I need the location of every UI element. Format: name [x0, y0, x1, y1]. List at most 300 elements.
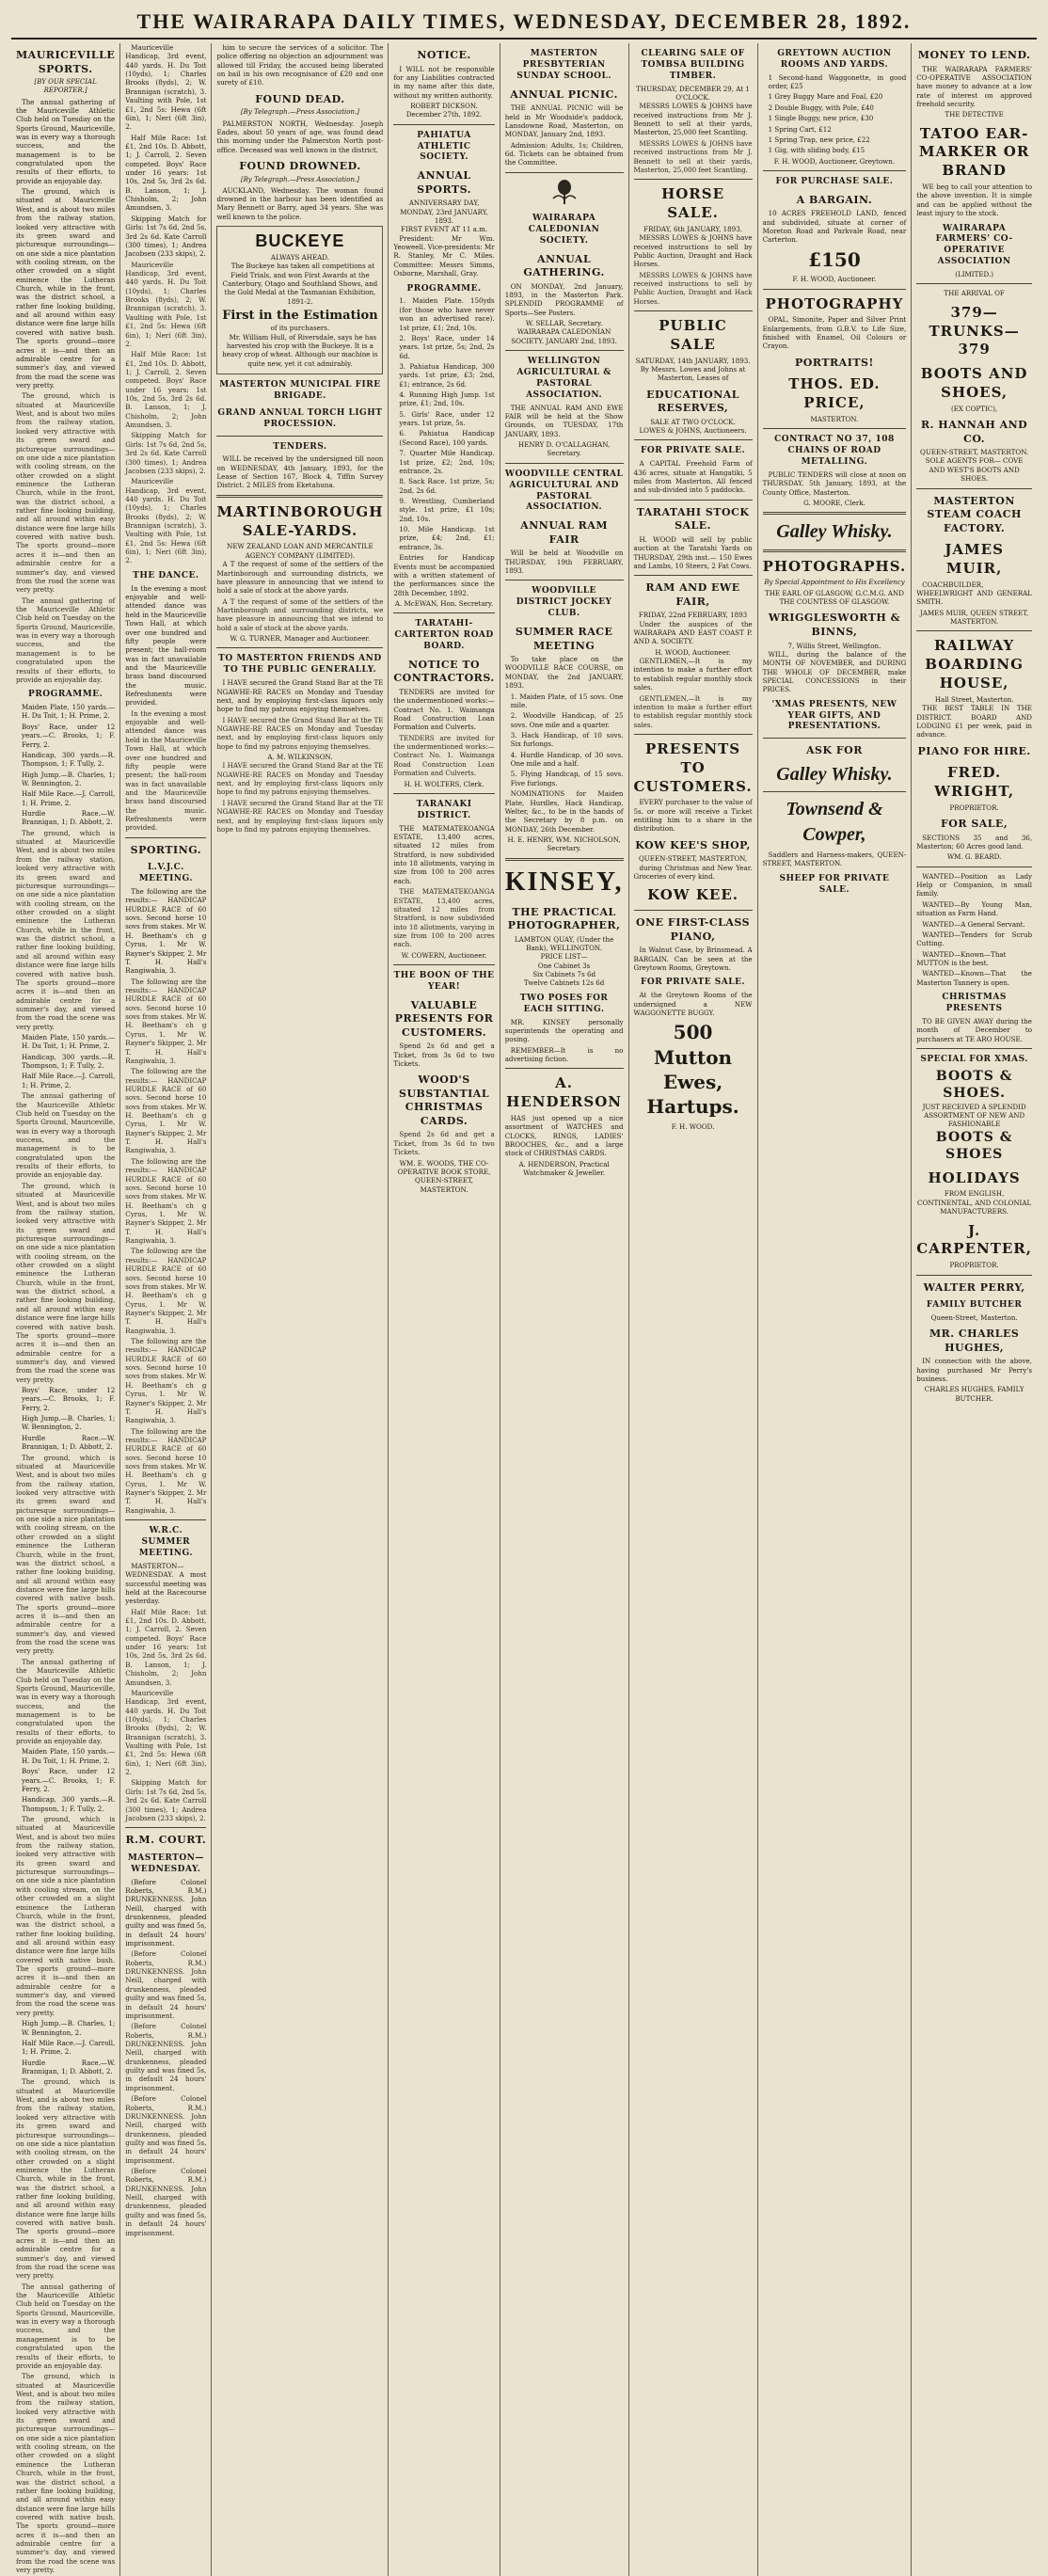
martinborough-company: NEW ZEALAND LOAN AND MERCANTILE AGENCY COMPANY (LIMITED). [227, 542, 373, 560]
friends-text-repeat: I HAVE secured the Grand Stand Bar at the TE NGAWHE-RE RACES on Monday and Tuesday next, and by employing first-class liquors only hope to find my patrons enjoying themselves. [216, 798, 384, 834]
price-address: MASTERTON. [810, 414, 859, 423]
kinsey-address: LAMBTON QUAY, (Under the Bank), WELLINGTON. [514, 934, 614, 952]
fred-wright-sub: PROPRIETOR. [949, 803, 999, 812]
column-6 [629, 43, 758, 2576]
hannah-heading: R. HANNAH AND CO. [921, 419, 1028, 445]
galley-whisky-title: Galley Whisky. [776, 763, 893, 785]
results-text: Half Mile Race: 1st £1, 2nd 10s. D. Abbott, 1; J. Carroll, 2. Seven competed. Boys' Race under 16 years: 1st 10s, 2nd 5s, 3rd 2s 6d. B. Lanson, 1; J. Chisholm, 2; John Amundsen, 3. [125, 133, 207, 213]
ram-ewe-date: FRIDAY, 22nd FEBRUARY, 1893 [638, 611, 748, 620]
greytown-item: 1 Spring Trap, new price, £22 [768, 135, 870, 144]
perry-address: Queen-Street, Masterton. [930, 1312, 1018, 1322]
programme-item: 4. Running High Jump. 1st prize, £1; 2nd, 10s. [399, 390, 495, 408]
educational-reserves-text: SALE AT TWO O'CLOCK. [650, 417, 736, 426]
court-text-repeat: (Before Colonel Roberts, R.M.) DRUNKENNESS. John Neill, charged with drunkenness, pleaded guilty and was fined 5s, in default 24 hours' imprisonment. [125, 2094, 207, 2165]
column-4 [389, 43, 500, 2576]
purchase-sale-heading: FOR PURCHASE SALE. [775, 176, 894, 186]
two-poses: TWO POSES FOR EACH SITTING. [519, 993, 609, 1014]
greytown-item: 1 Gig, with sliding body, £15 [768, 146, 865, 155]
fred-wright-heading: FRED. WRIGHT, [934, 764, 1015, 800]
wanted-item: WANTED—Tenders for Scrub Cutting. [916, 930, 1032, 948]
ram-ewe-heading: RAM AND EWE FAIR, [645, 581, 740, 608]
public-sale-date: SATURDAY, 14th JANUARY, 1893. [635, 356, 751, 365]
tenders-text: WILL be received by the undersigned till noon on WEDNESDAY, 4th January, 1893, for the Lease of Section 167, Block 4, Tiffin Survey District. 2 MILES from Eketahuna. [216, 454, 384, 490]
agents-signature: LOWES & JOHNS, Auctioneers. [639, 426, 747, 436]
martinborough-heading: MARTINBOROUGH SALE-YARDS. [216, 502, 384, 539]
price-item: Six Cabinets 7s 6d [532, 970, 596, 979]
contractors-text-repeat: TENDERS are invited for the undermentioned works:— Contract No. 1. Waimanga Road Construction Loan Formation and Culverts. [393, 733, 495, 778]
presents-heading: PRESENTS TO CUSTOMERS. [633, 739, 753, 795]
divider [125, 837, 206, 838]
found-drowned-heading: FOUND DROWNED. [239, 159, 361, 172]
friends-text-repeat: I HAVE secured the Grand Stand Bar at the TE NGAWHE-RE RACES on Monday and Tuesday next, and by employing first-class liquors only hope to find my patrons enjoying themselves. [216, 715, 384, 751]
divider [916, 1275, 1032, 1276]
martinborough-text-repeat: A T the request of some of the settlers of the Martinborough and surrounding districts, we have pleasure in announcing that we intend to hold a sale of stock at the above yards. [216, 596, 384, 632]
kow-kee-signature: KOW KEE. [647, 886, 738, 904]
programme-item: 3. Pahiatua Handicap, 300 yards. 1st prize, £3; 2nd, £1; entrance, 2s 6d. [399, 361, 495, 389]
divider [763, 791, 907, 792]
programme-item: 1. Maiden Plate. 150yds (for those who have never won an advertised race). 1st prize, £1; 2nd, 10s. [399, 296, 495, 332]
boots-shoes-heading: BOOTS AND SHOES, [920, 365, 1028, 401]
for-sale-heading: FOR SALE, [940, 818, 1008, 831]
divider [393, 964, 494, 965]
found-drowned-text: AUCKLAND, Wednesday. The woman found drowned in the harbour has been identified as Mary Bennett or Barry, aged 34 years. She was well known to the police. [216, 185, 384, 221]
remember-text: REMEMBER—It is no advertising fiction. [504, 1045, 624, 1063]
programme-item: 8. Sack Race. 1st prize, 5s; 2nd, 2s 6d. [399, 477, 495, 495]
arrival-label: THE ARRIVAL OF [944, 289, 1005, 298]
wanted-item: WANTED—A General Servant. [922, 919, 1025, 929]
court-text: (Before Colonel Roberts, R.M.) DRUNKENNESS. John Neill, charged with drunkenness, pleaded guilty and was fined 5s, in default 24 hours' imprisonment. [125, 1877, 207, 1948]
christmas-heading: CHRISTMAS PRESENTS [942, 993, 1007, 1013]
photographs-subheading: By Special Appointment to His Excellency [764, 578, 905, 586]
wanted-item: WANTED—Known—That MUTTON is the best. [916, 949, 1007, 967]
picnic-text: THE ANNUAL PICNIC will be held in Mr Woodside's paddock, Lansdowne Road, Masterton, on MONDAY, January 2nd, 1893. [504, 103, 624, 139]
divider [916, 283, 1032, 284]
carpenter-heading: J. CARPENTER, [916, 1221, 1032, 1258]
greytown-item: 1 Grey Buggy Mare and Foal, £20 [768, 92, 883, 102]
clearing-sale-text-repeat: MESSRS LOWES & JOHNS have received instructions from Mr J. Bennett to sell at their yards, Masterton, 25,000 feet Scantling. [633, 138, 753, 174]
boon-heading: THE BOON OF THE YEAR! [393, 971, 495, 992]
article-body: The ground, which is situated at Mauriceville West, and is about two miles from the railway station, looked very attractive with its green sward and picturesque surroundings—on one side a nice plantation with cooling stream, on the other crowded on a slight eminence the Lutheran Church, while in the front, was the district school, a rather fine looking building, and all around within easy distance were fine large hills covered with native bush. The sports ground—more acres it is—and then an admirable centre for a summer's day, and viewed from the road the scene was very pretty. [16, 187, 116, 390]
townsend-text: Saddlers and Harness-makers, QUEEN-STREET, MASTERTON. [762, 850, 907, 868]
court-text-repeat: (Before Colonel Roberts, R.M.) DRUNKENNESS. John Neill, charged with drunkenness, pleaded guilty and was fined 5s, in default 24 hours' imprisonment. [125, 2022, 207, 2092]
money-text: THE WAIRARAPA FARMERS' CO-OPERATIVE ASSOCIATION have money to advance at a low rate of interest on approved freehold security. [916, 64, 1032, 108]
result-line: Handicap, 300 yards.—R. Thompson, 1; F. Tully, 2. [22, 1795, 116, 1813]
results-text-repeat: Skipping Match for Girls: 1st 7s 6d, 2nd 5s, 3rd 2s 6d. Kate Carroll (300 times), 1; Andrea Jacobsen (233 skips), 2. [125, 431, 207, 475]
column-2 [120, 43, 212, 2576]
annual-sports-date: ANNIVERSARY DAY, MONDAY, 23rd JANUARY, 1893. [400, 199, 488, 226]
results-text-repeat: Skipping Match for Girls: 1st 7s 6d, 2nd 5s, 3rd 2s 6d. Kate Carroll (300 times), 1; Andrea Jacobsen (233 skips), 2. [125, 1778, 207, 1822]
columns [11, 43, 1037, 2575]
result-line: Handicap, 300 yards.—R. Thompson, 1; F. Tully, 2. [22, 1052, 116, 1071]
divider [393, 124, 494, 125]
divider [634, 575, 753, 576]
result-line: Maiden Plate, 150 yards.—H. Du Toit, 1; H. Prime, 2. [22, 1033, 116, 1051]
results-text-repeat: Mauriceville Handicap, 3rd event, 440 yards. H. Du Toit (10yds), 1; Charles Brooks (8yds), 2; W. Brannigan (scratch), 3. Vaulting with Pole, 1st £1, 2nd 5s: Hewa (6ft 6in), 1; Neri (6ft 3in), 2. [125, 260, 207, 348]
caledonian-heading: WAIRARAPA CALEDONIAN SOCIETY. [528, 214, 600, 246]
sporting-text-repeat: The following are the results:— HANDICAP HURDLE RACE of 60 sovs. Second horse 10 sovs from stakes. Mr W. H. Beetham's ch g Cyrus, 1. Mr W. Rayner's Skipper, 2. Mr T. H. Hall's Rangiwahia, 3. [125, 1247, 207, 1335]
court-heading: R.M. COURT. [125, 1834, 207, 1847]
contract-heading: CONTRACT NO 37, 108 CHAINS OF ROAD METALLING. [774, 435, 895, 468]
photographs-text: THE EARL OF GLASGOW, G.C.M.G. AND THE COUNTESS OF GLASGOW. [764, 588, 904, 607]
public-sale-heading: PUBLIC SALE [659, 317, 727, 353]
result-line: Maiden Plate, 150 yards.—H. Du Toit, 1; H. Prime, 2. [22, 703, 116, 721]
tatoo-heading: TATOO EAR-MARKER OR BRAND [918, 124, 1030, 180]
sporting-text-repeat: The following are the results:— HANDICAP HURDLE RACE of 60 sovs. Second horse 10 sovs from stakes. Mr W. H. Beetham's ch g Cyrus, 1. Mr W. Rayner's Skipper, 2. Mr T. H. Hall's Rangiwahia, 3. [125, 1156, 207, 1246]
price-item: Twelve Cabinets 12s 6d [523, 978, 605, 988]
woodville-ap-heading: WOODVILLE CENTRAL AGRICULTURAL AND PASTORAL ASSOCIATION. [504, 469, 624, 513]
race-item: 3. Hack Handicap, of 10 sovs. Six furlongs. [510, 730, 624, 749]
taranaki-heading: TARANAKI DISTRICT. [416, 799, 472, 820]
contract-text: PUBLIC TENDERS will close at noon on THURSDAY, 5th January, 1893, at the County Office, Masterton. [762, 469, 907, 497]
gentlemen-text: GENTLEMEN,—It is my intention to make a further effort to establish regular monthly stock sales. [633, 657, 753, 692]
horse-sale-date: FRIDAY, 6th JANUARY, 1893. [643, 224, 742, 233]
estimation-subheading: of its purchasers. [270, 324, 330, 333]
divider [505, 858, 624, 861]
steam-coach-heading: MASTERTON STEAM COACH FACTORY. [927, 494, 1022, 534]
column-7 [758, 43, 913, 2576]
hughes-text: IN connection with the above, having purchased Mr Perry's business. [916, 1357, 1032, 1384]
ex-coptic: (EX COPTIC), [950, 404, 998, 413]
detective-label: THE DETECTIVE [945, 110, 1004, 119]
thistle-icon [548, 178, 581, 206]
wellington-signature: HENRY D. O'CALLAGHAN, Secretary. [517, 440, 611, 458]
wrigglesworth-text: WILL, during the balance of the MONTH OF NOVEMBER, and DURING THE WHOLE OF DECEMBER, make SPECIAL CONCESSIONS in their PRICES. [762, 649, 907, 694]
notice-signature: ROBERT DICKSON. December 27th, 1892. [405, 101, 483, 119]
piano-heading: ONE FIRST-CLASS PIANO, [636, 916, 751, 943]
wrc-text: MASTERTON—WEDNESDAY. A most successful meeting was held at the Racecourse yesterday. [125, 1561, 207, 1606]
sporting-text-repeat: The following are the results:— HANDICAP HURDLE RACE of 60 sovs. Second horse 10 sovs from stakes. Mr W. H. Beetham's ch g Cyrus, 1. Mr W. Rayner's Skipper, 2. Mr T. H. Hall's Rangiwahia, 3. [125, 1067, 207, 1155]
presents-text: EVERY purchaser to the value of 5s. or more will receive a Ticket entitling him to a share in the distribution. [633, 798, 753, 834]
result-line: Boys' Race, under 12 years.—C. Brooks, 1; F. Ferry, 2. [22, 1767, 116, 1793]
divider [763, 170, 907, 171]
race-item: 5. Flying Handicap, of 15 sovs. Five furlongs. [510, 770, 624, 787]
article-intro-repeat: The annual gathering of the Mauriceville Athletic Club held on Tuesday on the Sports Ground, Mauriceville, was in every way a thorough success, and the management is to be congratulated upon the results of their efforts, to provide an enjoyable day. [16, 1657, 116, 1746]
hannah-address: QUEEN-STREET, MASTERTON. [920, 448, 1029, 457]
friends-heading: TO MASTERTON FRIENDS AND TO THE PUBLIC GENERALLY. [218, 654, 382, 676]
taratahi-heading: TARATAHI STOCK SALE. [636, 505, 750, 533]
thistle-emblem [505, 178, 624, 208]
estimation-heading: First in the Estimation [222, 309, 378, 324]
portraits-heading: PORTRAITS! [795, 356, 874, 369]
column-8 [912, 43, 1037, 2576]
henderson-heading: A. HENDERSON [506, 1074, 623, 1111]
tatoo-text: WE beg to call your attention to the above invention. It is simple and can be applied without the least injury to the stock. [916, 183, 1032, 218]
horse-sale-heading: HORSE SALE. [661, 185, 725, 222]
results-text-repeat: Half Mile Race: 1st £1, 2nd 10s. D. Abbott, 1; J. Carroll, 2. Seven competed. Boys' Race under 16 years: 1st 10s, 2nd 5s, 3rd 2s 6d. B. Lanson, 1; J. Chisholm, 2; John Amundsen, 3. [125, 1607, 207, 1687]
column-5 [500, 43, 629, 2576]
result-line: Half Mile Race.—J. Carroll, 1; H. Prime, 2. [22, 1072, 116, 1089]
hughes-signature: CHARLES HUGHES, FAMILY BUTCHER. [924, 1385, 1024, 1403]
picnic-heading: ANNUAL PICNIC. [510, 87, 618, 101]
sporting-text-repeat: The following are the results:— HANDICAP HURDLE RACE of 60 sovs. Second horse 10 sovs from stakes. Mr W. H. Beetham's ch g Cyrus, 1. Mr W. Rayner's Skipper, 2. Mr T. H. Hall's Rangiwahia, 3. [125, 1337, 207, 1425]
taranaki-text-repeat: THE MATEMATEKOANGA ESTATE, 13,400 acres, situated 12 miles from Stratford, is now subdivided into 18 allotments, varying in size from 100 to 200 acres each. [393, 887, 495, 949]
private-sale-heading: FOR PRIVATE SALE. [641, 446, 746, 456]
xmas-heading: 'XMAS PRESENTS, NEW YEAR GIFTS, AND PRESENTATIONS. [771, 699, 897, 732]
for-sale-text: SECTIONS 35 and 36, Masterton; 60 Acres good land. [916, 833, 1032, 851]
road-board-signature: H. H. WOLTERS, Clerk. [404, 779, 484, 788]
result-line: Half Mile Race.—J. Carroll, 1; H. Prime, 2. [22, 789, 116, 807]
kow-kee-heading: KOW KEE'S SHOP, [635, 838, 751, 851]
wellington-ap-heading: WELLINGTON AGRICULTURAL & PASTORAL ASSOCIATION. [516, 357, 611, 400]
gentlemen-text-repeat: GENTLEMEN,—It is my intention to make a further effort to establish regular monthly stock sales. [633, 693, 753, 729]
divider [634, 734, 753, 735]
annual-gathering-heading: ANNUAL GATHERING. [523, 252, 605, 279]
ask-for-label: ASK FOR [805, 744, 863, 757]
holidays-heading: HOLIDAYS [928, 1169, 1021, 1186]
perry-heading: WALTER PERRY, [923, 1280, 1025, 1294]
mauriceville-heading: MAURICEVILLE SPORTS. [16, 49, 116, 75]
divider [216, 436, 383, 437]
wrc-heading: W.R.C. SUMMER MEETING. [138, 1526, 194, 1558]
summer-meeting-text: To take place on the WOODVILLE RACE COURSE, on MONDAY, the 2nd JANUARY, 1893. [504, 655, 624, 691]
result-line: High Jump.—B. Charles, 1; W. Bennington, 2. [22, 1414, 116, 1432]
notice-text: I WILL not be responsible for any Liabilities contracted in my name after this date, without my written authority. [393, 64, 495, 100]
contractors-text: TENDERS are invited for the undermentioned works:— Contract No. 1. Waimanga Road Construction Loan Formation and Culverts. [393, 687, 495, 732]
article-body-repeat: The ground, which is situated at Mauriceville West, and is about two miles from the railway station, looked very attractive with its green sward and picturesque surroundings—on one side a nice plantation with cooling stream, on the other crowded on a slight eminence the Lutheran Church, while in the front, was the district school, a rather fine looking building, and all around within easy distance were fine large hills covered with native bush. The sports ground—more acres it is—and then an admirable centre for a summer's day, and viewed from the road the scene was very pretty. [16, 2372, 116, 2575]
article-intro: The annual gathering of the Mauriceville Athletic Club held on Tuesday on the Sports Ground, Mauriceville, was in every way a thorough success, and the management is to be congratulated upon the results of their efforts, to provide an enjoyable day. [16, 97, 116, 185]
taratahi-text: H. WOOD will sell by public auction at the Taratahi Yards on THURSDAY, 29th inst.— 150 Ewes and Lambs, 10 Steers, 2 Fat Cows. [633, 534, 753, 570]
price-name: THOS. ED. PRICE, [788, 375, 881, 412]
article-body-repeat: The ground, which is situated at Mauriceville West, and is about two miles from the railway station, looked very attractive with its green sward and picturesque surroundings—on one side a nice plantation with cooling stream, on the other crowded on a slight eminence the Lutheran Church, while in the front, was the district school, a rather fine looking building, and all around within easy distance were fine large hills covered with native bush. The sports ground—more acres it is—and then an admirable centre for a summer's day, and viewed from the road the scene was very pretty. [16, 828, 116, 1031]
clearing-sale-heading: CLEARING SALE OF TOMBSA BUILDING TIMBER. [641, 49, 745, 81]
divider [763, 549, 907, 552]
result-line: Hurdle Race.—W. Brannigan, 1; D. Abbott, 2. [22, 2058, 116, 2075]
kow-kee-text: during Christmas and New Year. Groceries of every kind. [633, 863, 753, 882]
photography-heading: PHOTOGRAPHY [765, 294, 904, 312]
article-body-repeat: The ground, which is situated at Mauriceville West, and is about two miles from the railway station, looked very attractive with its green sward and picturesque surroundings—on one side a nice plantation with cooling stream, on the other crowded on a slight eminence the Lutheran Church, while in the front, was the district school, a rather fine looking building, and all around within easy distance were fine large hills covered with native bush. The sports ground—more acres it is—and then an admirable centre for a summer's day, and viewed from the road the scene was very pretty. [16, 2077, 116, 2281]
piano-hire-heading: PIANO FOR HIRE. [917, 744, 1031, 757]
tenders-heading: TENDERS. [273, 441, 327, 452]
telegraph-byline: [By Telegraph.—Press Association.] [240, 108, 359, 117]
buckeye-subtitle: ALWAYS AHEAD. [270, 252, 329, 262]
race-item: 1. Maiden Plate, of 15 sovs. One mile. [510, 692, 624, 709]
wood-signature: F. H. WOOD. [671, 1121, 715, 1131]
article-intro-repeat: The annual gathering of the Mauriceville Athletic Club held on Tuesday on the Sports Ground, Mauriceville, was in every way a thorough success, and the management is to be congratulated upon the results of their efforts, to provide an enjoyable day. [16, 1091, 116, 1180]
divider [634, 439, 753, 440]
muir-text: COACHBUILDER, WHEELWRIGHT AND GENERAL SMITH. [916, 580, 1032, 607]
article-body-repeat: The ground, which is situated at Mauriceville West, and is about two miles from the railway station, looked very attractive with its green sward and picturesque surroundings—on one side a nice plantation with cooling stream, on the other crowded on a slight eminence the Lutheran Church, while in the front, was the district school, a rather fine looking building, and all around within easy distance were fine large hills covered with native bush. The sports ground—more acres it is—and then an admirable centre for a summer's day, and viewed from the road the scene was very pretty. [16, 1181, 116, 1384]
athletic-heading: PAHIATUA ATHLETIC SOCIETY. [417, 130, 471, 163]
result-line: Handicap, 300 yards.—R. Thompson, 1; F. Tully, 2. [22, 750, 116, 769]
found-dead-text: PALMERSTON NORTH, Wednesday. Joseph Eades, about 50 years of age, was found dead this morning under the Palmerston North post-office. Deceased was well known in the district. [216, 119, 384, 154]
column-1 [11, 43, 120, 2576]
results-text: Mauriceville Handicap, 3rd event, 440 yards. H. Du Toit (10yds), 1; Charles Brooks (8yds), 2; W. Brannigan (scratch), 3. Vaulting with Pole, 1st £1, 2nd 5s: Hewa (6ft 6in), 1; Neri (6ft 3in), 2. [125, 43, 207, 132]
nominations-text: NOMINATIONS for Maiden Plate, Hurdles, Hack Handicap, Welter, &c., to be in the hands of the Secretary by 8 p.m. on MONDAY, 26th December. [504, 789, 624, 834]
private-sale-text: A CAPITAL Freehold Farm of 436 acres, situate at Hangatiki, 5 miles from Masterton. All fenced and sub-divided into 5 paddocks. [633, 459, 753, 495]
results-text: Skipping Match for Girls: 1st 7s 6d, 2nd 5s, 3rd 2s 6d. Kate Carroll (300 times), 1; Andrea Jacobsen (233 skips), 2. [125, 214, 207, 259]
for-sale-signature: WM. G. BEARD. [946, 852, 1002, 862]
divider [916, 630, 1032, 631]
dance-heading: THE DANCE. [133, 570, 199, 580]
bargain-price: £150 [808, 247, 861, 271]
masthead-title: THE WAIRARAPA DAILY TIMES, WEDNESDAY, DECEMBER 28, 1892. [136, 9, 912, 33]
divider [505, 463, 624, 464]
result-line: Half Mile Race.—J. Carroll, 1; H. Prime, 2. [22, 2038, 116, 2057]
greytown-heading: GREYTOWN AUCTION ROOMS AND YARDS. [777, 49, 892, 70]
divider [505, 350, 624, 351]
agency-text: SOLE AGENTS FOR— COVE AND WEST'S BOOTS AND SHOES. [925, 456, 1024, 484]
divider [763, 738, 907, 739]
railway-heading: RAILWAY BOARDING HOUSE, [925, 637, 1024, 692]
divider [763, 512, 907, 515]
kinsey-subtitle: THE PRACTICAL PHOTOGRAPHER, [507, 905, 621, 932]
article-intro-repeat: The annual gathering of the Mauriceville Athletic Club held on Tuesday on the Sports Ground, Mauriceville, was in every way a thorough success, and the management is to be congratulated upon the results of their efforts, to provide an enjoyable day. [16, 2282, 116, 2370]
mutton-ewes: 500 Mutton Ewes, Hartups. [646, 1021, 739, 1119]
horse-sale-text: MESSRS LOWES & JOHNS have received instructions to sell by Public Auction, Draught and Hack Horses. [633, 233, 753, 269]
masthead [11, 9, 1037, 40]
article-body-repeat: The ground, which is situated at Mauriceville West, and is about two miles from the railway station, looked very attractive with its green sward and picturesque surroundings—on one side a nice plantation with cooling stream, on the other crowded on a slight eminence the Lutheran Church, while in the front, was the district school, a rather fine looking building, and all around within easy distance were fine large hills covered with native bush. The sports ground—more acres it is—and then an admirable centre for a summer's day, and viewed from the road the scene was very pretty. [16, 1814, 116, 2017]
bargain-heading: A BARGAIN. [796, 193, 873, 206]
wanted-item: WANTED—Position as Lady Help or Companion, in small family. [916, 871, 1032, 898]
buggy-text: At the Greytown Rooms of the undersigned a NEW WAGGONETTE BUGGY. [633, 991, 753, 1017]
result-line: Boys' Race, under 12 years.—C. Brooks, 1; F. Ferry, 2. [22, 1386, 116, 1412]
programme-item: 10. Mile Handicap. 1st prize, £4; 2nd, £1; entrance, 3s. [399, 525, 495, 551]
patrons-text: President: Mr Wm. Yeoweell. Vice-presidents: Mr R. Stanley, Mr C. Miles. Committee: Messrs Simms, Osborne, Marshall, Gray. [393, 233, 495, 278]
wanted-item: WANTED—Known—That the Masterton Tannery is open. [916, 969, 1032, 987]
carpenter-sub: PROPRIETOR. [949, 1261, 999, 1270]
estimation-text: Mr. William Hull, of Riversdale, says he has harvested his crop with the Buckeye. It is a heavy crop of wheat. Although our machine is quite new, yet it cut admirably. [222, 332, 378, 368]
photography-text: OPAL, Simonite, Paper and Silver Print Enlargements, from G.B.V. to Life Size, finished with Enamel, Oil Colours or Crayon. [762, 315, 907, 351]
article-body-repeat: The ground, which is situated at Mauriceville West, and is about two miles from the railway station, looked very attractive with its green sward and picturesque surroundings—on one side a nice plantation with cooling stream, on the other crowded on a slight eminence the Lutheran Church, while in the front, was the district school, a rather fine looking building, and all around within easy distance were fine large hills covered with native bush. The sports ground—more acres it is—and then an admirable centre for a summer's day, and viewed from the road the scene was very pretty. [16, 1453, 116, 1656]
telegraph-byline: [By Telegraph.—Press Association.] [240, 175, 359, 183]
farmers-subheading: (LIMITED.) [955, 270, 993, 278]
taranaki-text: THE MATEMATEKOANGA ESTATE, 13,400 acres, situated 12 miles from Stratford, is now subdivided into 18 allotments, varying in size from 100 to 200 acres each. [393, 823, 495, 885]
result-line: High Jump.—B. Charles, 1; W. Bennington, 2. [22, 770, 116, 787]
sheep-sale-heading: SHEEP FOR PRIVATE SALE. [779, 873, 890, 895]
divider [125, 1827, 206, 1828]
ram-fair-heading: ANNUAL RAM FAIR [520, 519, 609, 546]
wood-signature: H. WOOD, Auctioneer. [655, 647, 731, 657]
byline: [BY OUR SPECIAL REPORTER.] [34, 78, 97, 95]
muir-heading: JAMES MUIR, [945, 541, 1004, 577]
horse-sale-text-repeat: MESSRS LOWES & JOHNS have received instructions to sell by Public Auction, Draught and Hack Horses. [633, 270, 753, 306]
admission-text: Admission: Adults, 1s; Children, 6d. Tickets can be obtained from the Committee. [504, 140, 624, 167]
summer-meeting-heading: SUMMER RACE MEETING [515, 626, 613, 652]
boots-subtext: JUST RECEIVED A SPLENDID ASSORTMENT OF NEW AND FASHIONABLE [922, 1102, 1026, 1129]
contractors-heading: NOTICE TO CONTRACTORS. [393, 658, 495, 685]
galley-whisky-title: Galley Whisky. [776, 521, 893, 543]
wood-cards-heading: WOOD'S SUBSTANTIAL CHRISTMAS CARDS. [399, 1073, 490, 1127]
valuable-text-repeat: Spend 2s 6d and get a Ticket, from 3s 6d to two Tickets. [393, 1130, 495, 1157]
court-subheading: MASTERTON—WEDNESDAY. [127, 1852, 204, 1874]
money-heading: MONEY TO LEND. [917, 49, 1031, 61]
wrigglesworth-address: 7, Willis Street, Wellington. [787, 641, 881, 650]
result-line: High Jump.—B. Charles, 1; W. Bennington, 2. [22, 2019, 116, 2037]
christmas-text: TO BE GIVEN AWAY during the month of December to purchasers at TE ARO HOUSE. [916, 1016, 1032, 1043]
court-text-repeat: (Before Colonel Roberts, R.M.) DRUNKENNESS. John Neill, charged with drunkenness, pleaded guilty and was fined 5s, in default 24 hours' imprisonment. [125, 1949, 207, 2020]
perry-sub: FAMILY BUTCHER [926, 1300, 1023, 1311]
athletic-signature: A. McEWAN, Hon. Secretary. [394, 598, 494, 608]
greytown-item: 2 Double Buggy, with Pole, £40 [768, 103, 874, 112]
greytown-signature: F. H. WOOD, Auctioneer, Greytown. [773, 156, 896, 166]
bargain-text: 10 ACRES FREEHOLD LAND, fenced and subdivided, situate at corner of Moreton Road and Parkvale Road, near Carterton. [762, 209, 907, 245]
taranaki-signature: W. COWERN, Auctioneer. [401, 950, 487, 960]
friends-text-repeat: I HAVE secured the Grand Stand Bar at the TE NGAWHE-RE RACES on Monday and Tuesday next, and by employing first-class liquors only hope to find my patrons enjoying themselves. [216, 761, 384, 797]
railway-text: THE BEST TABLE IN THE DISTRICT. BOARD AND LODGING £1 per week, paid in advance. [916, 704, 1032, 739]
result-line: Maiden Plate, 150 yards.—H. Du Toit, 1; H. Prime, 2. [22, 1747, 116, 1765]
muir-signature: JAMES MUIR, QUEEN STREET, MASTERTON. [919, 608, 1029, 627]
clearing-sale-text: MESSRS LOWES & JOHNS have received instructions from Mr J. Bennett to sell at their yards, Masterton, 25,000 feet Scantling. [633, 102, 753, 137]
result-line: Hurdle Race.—W. Brannigan, 1; D. Abbott, 2. [22, 809, 116, 827]
contract-signature: G. MOORE, Clerk. [803, 498, 865, 507]
court-text-repeat: (Before Colonel Roberts, R.M.) DRUNKENNESS. John Neill, charged with drunkenness, pleaded guilty and was fined 5s, in default 24 hours' imprisonment. [125, 2167, 207, 2237]
henderson-signature: A. HENDERSON, Practical Watchmaker & Jeweller. [518, 1159, 610, 1178]
price-item: One Cabinet 3s [537, 961, 591, 970]
programme-item: 6. Pahiatua Handicap (Second Race), 100 yards. [399, 429, 495, 447]
valuable-presents-heading: VALUABLE PRESENTS FOR CUSTOMERS. [394, 998, 494, 1039]
divider [634, 310, 753, 311]
sporting-text-repeat: The following are the results:— HANDICAP HURDLE RACE of 60 sovs. Second horse 10 sovs from stakes. Mr W. H. Beetham's ch g Cyrus, 1. Mr W. Rayner's Skipper, 2. Mr T. H. Hall's Rangiwahia, 3. [125, 977, 207, 1065]
annual-sports-heading: ANNUAL SPORTS. [417, 169, 471, 196]
sporting-text: The following are the results:— HANDICAP HURDLE RACE of 60 sovs. Second horse 10 sovs from stakes. Mr W. H. Beetham's ch g Cyrus, 1. Mr W. Rayner's Skipper, 2. Mr T. H. Hall's Rangiwahia, 3. [125, 887, 207, 976]
railway-address: Hall Street, Masterton. [934, 694, 1014, 704]
divider [916, 488, 1032, 489]
greytown-item: 1 Second-hand Waggonette, in good order, £25 [768, 72, 907, 91]
entries-text: Entries for Handicap Events must be accompanied with a written statement of the performances since the 28th December, 1892. [393, 553, 495, 597]
jockey-club-heading: WOODVILLE DISTRICT JOCKEY CLUB. [516, 586, 612, 619]
divider [125, 1519, 206, 1520]
farmers-heading: WAIRARAPA FARMERS' CO-OPERATIVE ASSOCIATION [935, 223, 1013, 267]
price-list-label: PRICE LIST— [540, 952, 588, 962]
divider [634, 179, 753, 180]
martinborough-text: A T the request of some of the settlers of the Martinborough and surrounding districts, we have pleasure in announcing that we intend to hold a sale of stock at the above yards. [216, 560, 384, 596]
dance-text-repeat: In the evening a most enjoyable and well-attended dance was held in the Mauriceville Town Hall, at which over one hundred and fifty people were present; the hall-room was in fact unavailable and the Mauriceville brass band discoursed the music. Refreshments were provided. [125, 708, 207, 833]
programme-heading: PROGRAMME. [28, 690, 103, 700]
buckeye-text: The Buckeye has taken all competitions at Field Trials, and won First Awards at the Canterbury, Otago and Southland Shows, and the Gold Medal at the Tasmanian Exhibition, 1891-2. [222, 262, 378, 306]
ram-fair-text: Will be held at Woodville on THURSDAY, 19th FEBRUARY, 1893. [504, 549, 624, 576]
boots-shoes-title: BOOTS & SHOES [935, 1129, 1013, 1163]
result-line: Boys' Race, under 12 years.—C. Brooks, 1; F. Ferry, 2. [22, 722, 116, 749]
greytown-item: 1 Single Buggy, new price, £30 [768, 114, 874, 123]
article-body-repeat: The ground, which is situated at Mauriceville West, and is about two miles from the railway station, looked very attractive with its green sward and picturesque surroundings—on one side a nice plantation with cooling stream, on the other crowded on a slight eminence the Lutheran Church, while in the front, was the district school, a rather fine looking building, and all around within easy distance were fine large hills covered with native bush. The sports ground—more acres it is—and then an admirable centre for a summer's day, and viewed from the road the scene was very pretty. [16, 391, 116, 595]
jockey-signature: H. E. HENRY, WM. NICHOLSON, Secretary. [507, 835, 621, 853]
divider [393, 793, 494, 794]
sporting-subheading: L.V.J.C. MEETING. [138, 863, 194, 884]
townsend-title: Townsend & Cowper, [786, 799, 883, 845]
divider [763, 289, 907, 290]
special-xmas: SPECIAL FOR XMAS. [920, 1054, 1028, 1064]
holidays-text: FROM ENGLISH, CONTINENTAL, AND COLONIAL MANUFACTURERS. [917, 1189, 1032, 1216]
fire-brigade-heading: MASTERTON MUNICIPAL FIRE BRIGADE. [219, 380, 381, 401]
divider [216, 495, 383, 498]
caledonian-text: ON MONDAY, 2nd January, 1893, in the Masterton Park. SPLENDID PROGRAMME of Sports—See Posters. [504, 281, 624, 317]
friends-text: I HAVE secured the Grand Stand Bar at the TE NGAWHE-RE RACES on Monday and Tuesday next, and by employing first-class liquors only hope to find my patrons enjoying themselves. [216, 678, 384, 714]
greytown-item: 1 Spring Cart, £12 [768, 124, 832, 134]
divider [505, 1068, 624, 1069]
buggy-heading: FOR PRIVATE SALE. [641, 978, 746, 988]
dance-text: In the evening a most enjoyable and well-attended dance was held in the Mauriceville Town Hall, at which over one hundred and fifty people were present; the hall-room was in fact unavailable and the Mauriceville brass band discoursed the music. Refreshments were provided. [125, 583, 207, 708]
hughes-heading: MR. CHARLES HUGHES, [929, 1328, 1020, 1354]
notice-heading: NOTICE. [417, 49, 471, 61]
wrigglesworth-heading: WRIGGLESWORTH & BINNS, [768, 612, 901, 638]
ram-ewe-fair-text: THE ANNUAL RAM AND EWE FAIR will be held at the Show Grounds, on TUESDAY, 17th JANUARY, 1893. [504, 403, 624, 438]
public-sale-text: By Messrs. Lowes and Johns at Masterton, Leases of [640, 365, 746, 383]
results-text-repeat: Mauriceville Handicap, 3rd event, 440 yards. H. Du Toit (10yds), 1; Charles Brooks (8yds), 2; W. Brannigan (scratch), 3. Vaulting with Pole, 1st £1, 2nd 5s: Hewa (6ft 6in), 1; Neri (6ft 3in), 2. [125, 1688, 207, 1777]
found-dead-heading: FOUND DEAD. [255, 92, 345, 105]
programme-item: 7. Quarter Mile Handicap. 1st prize, £2; 2nd, 10s; entrance, 2s. [399, 449, 495, 475]
friends-signature: A. M. WILKINSON. [267, 753, 333, 762]
column-3 [212, 43, 389, 2576]
divider [216, 647, 383, 648]
valuable-text: Spend 2s 6d and get a Ticket, from 3s 6d to two Tickets. [393, 1042, 495, 1069]
wood-signature: WM. E. WOODS, THE CO-OPERATIVE BOOK STORE, QUEEN-STREET, MASTERTON. [397, 1158, 491, 1194]
article-intro-repeat: The annual gathering of the Mauriceville Athletic Club held on Tuesday on the Sports Ground, Mauriceville, was in every way a thorough success, and the management is to be congratulated upon the results of their efforts, to provide an enjoyable day. [16, 596, 116, 684]
sporting-heading: SPORTING. [130, 843, 202, 856]
programme-item: 5. Girls' Race, under 12 years. 1st prize, 5s. [399, 409, 495, 428]
divider [634, 500, 753, 501]
caledonian-repeat: WAIRARAPA CALEDONIAN SOCIETY. JANUARY 2nd, 1893. [511, 327, 617, 345]
court-continued: him to secure the services of a solicitor. The police offering no objection an adjournment was allowed till Friday, the accused being liberated on bail in his own recognisance of £20 and one surety of £10. [216, 43, 384, 87]
